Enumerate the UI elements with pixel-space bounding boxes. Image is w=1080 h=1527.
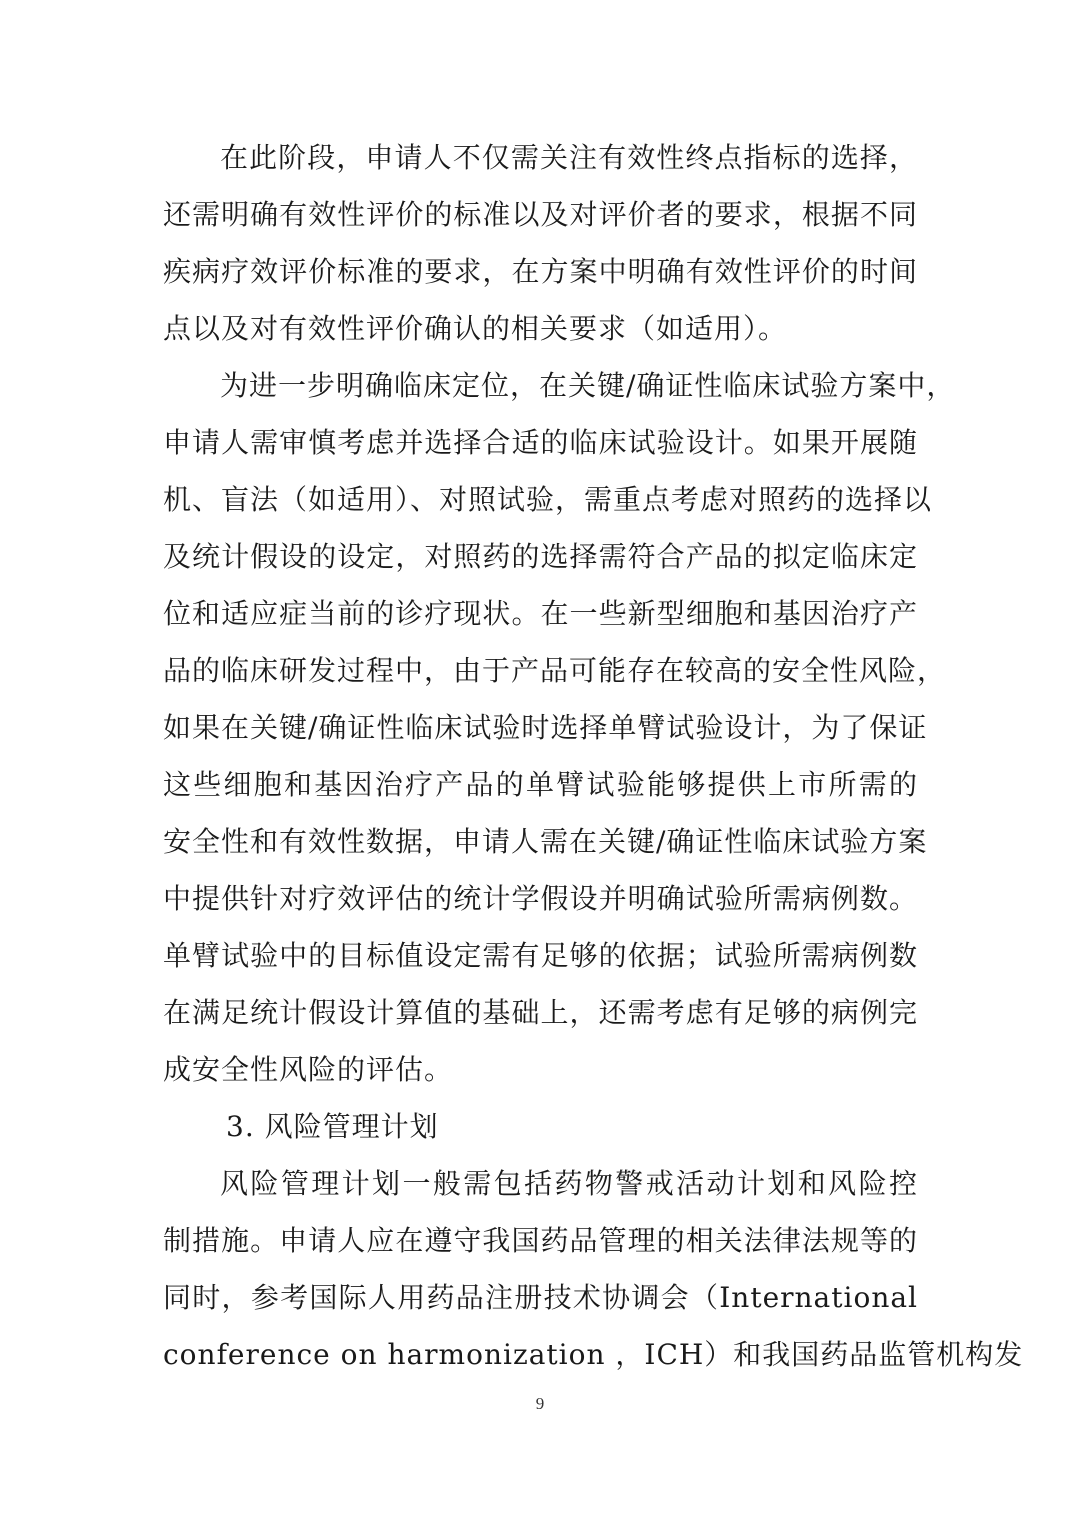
paragraph-line: 位和适应症当前的诊疗现状。在一些新型细胞和基因治疗产	[163, 597, 918, 630]
paragraph-line: 还需明确有效性评价的标准以及对评价者的要求，根据不同	[163, 198, 918, 231]
paragraph-line: 中提供针对疗效评估的统计学假设并明确试验所需病例数。	[163, 882, 918, 915]
paragraph-line: 制措施。申请人应在遵守我国药品管理的相关法律法规等的	[163, 1224, 918, 1257]
paragraph-line: 申请人需审慎考虑并选择合适的临床试验设计。如果开展随	[163, 426, 918, 459]
paragraph-line: 成安全性风险的评估。	[163, 1053, 454, 1086]
paragraph-line: 在满足统计假设计算值的基础上，还需考虑有足够的病例完	[163, 996, 918, 1029]
paragraph-line: 这些细胞和基因治疗产品的单臂试验能够提供上市所需的	[163, 768, 918, 801]
paragraph-line: 机、盲法（如适用）、对照试验，需重点考虑对照药的选择以	[163, 483, 933, 516]
paragraph-line: 如果在关键/确证性临床试验时选择单臂试验设计，为了保证	[163, 711, 928, 744]
page-number: 9	[535, 1394, 545, 1413]
paragraph-line: 单臂试验中的目标值设定需有足够的依据；试验所需病例数	[163, 939, 918, 972]
paragraph-line: conference on harmonization ，ICH）和我国药品监管机构发	[163, 1338, 1024, 1371]
paragraph-line: 风险管理计划一般需包括药物警戒活动计划和风险控	[220, 1167, 918, 1200]
paragraph-line: 点以及对有效性评价确认的相关要求（如适用）。	[163, 312, 788, 345]
section-heading: 3. 风险管理计划	[226, 1110, 439, 1143]
paragraph-line: 品的临床研发过程中，由于产品可能存在较高的安全性风险，	[163, 654, 947, 687]
paragraph-line: 在此阶段，申请人不仅需关注有效性终点指标的选择，	[220, 141, 918, 174]
paragraph-line: 疾病疗效评价标准的要求，在方案中明确有效性评价的时间	[163, 255, 918, 288]
paragraph-line: 及统计假设的设定，对照药的选择需符合产品的拟定临床定	[163, 540, 918, 573]
paragraph-line: 安全性和有效性数据，申请人需在关键/确证性临床试验方案	[163, 825, 928, 858]
paragraph-line: 同时，参考国际人用药品注册技术协调会（International	[163, 1281, 918, 1314]
paragraph-line: 为进一步明确临床定位，在关键/确证性临床试验方案中，	[220, 369, 956, 402]
